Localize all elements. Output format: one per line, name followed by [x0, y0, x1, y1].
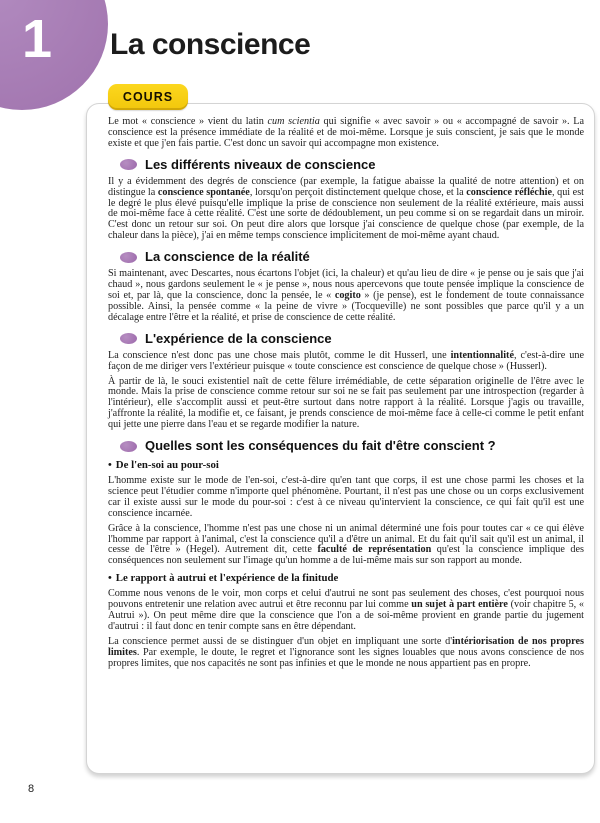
course-paragraph	[108, 117, 584, 150]
text-run: La conscience permet aussi de se distinguer d'un objet en impliquant une sorte d'	[108, 635, 453, 647]
bullet-marker-icon: •	[108, 572, 112, 585]
bold-term: conscience spontanée	[157, 186, 250, 198]
text-run: . Par exemple, le doute, le regret et l'ignorance sont les signes louables que nous avons conscience de nos propres limites, que nos capacités ne sont pas infinies et que le monde ne nous appartient pas en propre.	[108, 646, 584, 669]
text-run: Il y a évidemment des degrés de conscience (par exemple, la fatigue abaisse la qualité de notre attention) et on distingue la	[108, 175, 584, 198]
subsection-heading-label: Le rapport à autrui et l'expérience de la finitude	[115, 572, 339, 585]
section-bullet-icon	[120, 441, 137, 452]
text-run: qui signifie « avec savoir » ou « accompagné de savoir ». La conscience est la présence immédiate de la réalité et de moi-même. Lorsque je suis conscient, je sais que le monde existe et que j'en fais partie. C'est donc un savoir qui accompagne mon existence.	[108, 116, 584, 149]
course-paragraph	[108, 269, 584, 324]
course-paragraph	[108, 589, 584, 633]
bold-term: faculté de représentation	[317, 544, 432, 556]
subsection-heading-label: De l'en-soi au pour-soi	[115, 459, 219, 472]
course-card	[86, 103, 595, 774]
course-paragraph	[108, 476, 584, 520]
bold-term: cogito	[334, 289, 361, 301]
text-run: , lorsqu'on perçoit distinctement quelque chose, et la	[249, 186, 467, 198]
chapter-number: 1	[22, 9, 53, 69]
bullet-marker-icon: •	[108, 459, 112, 472]
section-heading	[120, 331, 584, 347]
text-run: qu'est la conscience implique des conséquences non seulement sur l'image qu'un homme a de lui-même mais sur son rapport au monde.	[108, 544, 585, 567]
text-run: (voir chapitre 5, « Autrui »). On peut même dire que la conscience que l'on a de soi-même provient en grande partie du jugement d'autrui : il faut donc en tenir compte sans en être dépendant.	[108, 599, 585, 632]
text-run: » (je pense), est le fondement de toute connaissance possible. Ainsi, la pensée comme « la peine de vivre » (Tocqueville) ne sont possibles que parce qu'il y a un décalage entre l'être et la réalité, et prise de conscience de cette réalité.	[108, 289, 584, 323]
course-content	[108, 117, 584, 670]
text-run: , qui est le degré le plus élevé puisqu'elle implique la prise de conscience non seulement de la réalité extérieure, mais aussi de moi-même face à cette réalité. C'est une sorte de dédoublement, un peu comme si on se regardait dans un miroir. C'est donc un retour sur soi. On peut dire alors que lorsque j'ai conscience de quelque chose (par exemple, de la chaleur dans la pièce), j'ai en même temps conscience implicitement de moi-même ayant chaud.	[108, 186, 584, 242]
section-bullet-icon	[120, 159, 137, 170]
bold-term: un sujet à part entière	[411, 599, 508, 611]
text-run: La conscience n'est donc pas une chose mais plutôt, comme le dit Husserl, une	[108, 349, 451, 361]
text-run: Comme nous venons de le voir, mon corps et celui d'autrui ne sont pas seulement des choses, c'est pourquoi nous pouvons entretenir une relation avec autrui et être reconnu par lui comme	[108, 588, 584, 611]
text-run: Grâce à la conscience, l'homme n'est pas une chose ni un animal déterminé une fois pour toutes car « ce qui élève l'homme par rapport à l'animal, c'est la conscience qu'il a d'être un animal. Et du fait qu'il sait qu'il est un animal, il cesse de l'être » (Hegel). Autrement dit, cette	[108, 522, 584, 556]
section-heading-label: La conscience de la réalité	[145, 249, 310, 265]
course-paragraph	[108, 351, 584, 373]
bold-term: conscience réfléchie	[466, 186, 552, 198]
latin-term: cum scientia	[267, 116, 320, 127]
bold-term: intériorisation de nos propres limites	[108, 635, 585, 658]
section-heading-label: Les différents niveaux de conscience	[145, 156, 376, 172]
text-run: Si maintenant, avec Descartes, nous écartons l'objet (ici, la chaleur) et qu'au lieu de dire « je pense ou je sais que j'ai chaud », nous gardons seulement le « je pense », nous nous apercevons que toute pensée implique la conscience de soi et, par là, que la conscience, donc la pensée, le «	[108, 268, 584, 301]
text-run: L'homme existe sur le mode de l'en-soi, c'est-à-dire qu'en tant que corps, il est une chose parmi les choses et la science peut l'étudier comme n'importe quel phénomène. Pourtant, il n'est pas une chose ou un corps exclusivement car il existe aussi sur le mode du pour-soi : c'est à ce niveau qu'intervient la conscience, ce qui fait qu'il est une conscience incarnée.	[108, 475, 584, 519]
section-bullet-icon	[120, 333, 137, 344]
section-bullet-icon	[120, 252, 137, 263]
subsection-heading	[108, 572, 584, 585]
cours-badge: COURS	[108, 84, 188, 110]
course-paragraph	[108, 637, 584, 670]
page-number: 8	[28, 783, 35, 795]
page-title: La conscience	[110, 28, 311, 61]
section-heading	[120, 249, 584, 265]
bold-term: intentionnalité	[450, 349, 514, 361]
section-heading	[120, 438, 584, 454]
section-heading	[120, 157, 584, 173]
course-paragraph	[108, 524, 584, 568]
section-heading-label: Quelles sont les conséquences du fait d'être conscient ?	[145, 438, 496, 454]
chapter-badge-circle	[0, 0, 108, 110]
section-heading-label: L'expérience de la conscience	[145, 330, 332, 346]
course-paragraph	[108, 377, 584, 432]
text-run: À partir de là, le souci existentiel naît de cette fêlure irrémédiable, de cette séparation originelle de l'être avec le monde. Mais la prise de conscience comme retour sur soi ne se fait pas seulement par une introspection (regarder à l'intérieur), elle s'accomplit aussi et peut-être surtout dans notre rapport à la réalité. Lorsque j'agis ou travaille, j'affronte la réalité, la modifie et, ce faisant, je prends conscience de moi-même face à celle-ci comme le petit enfant qui jette une pierre dans l'eau et se regarde modifier la nature.	[108, 375, 584, 431]
course-paragraph	[108, 177, 584, 242]
text-run: Le mot « conscience » vient du latin	[108, 116, 268, 127]
text-run: , c'est-à-dire une façon de me diriger vers l'extérieur puisque « toute conscience est conscience de quelque chose » (Husserl).	[108, 349, 584, 372]
subsection-heading	[108, 459, 584, 472]
